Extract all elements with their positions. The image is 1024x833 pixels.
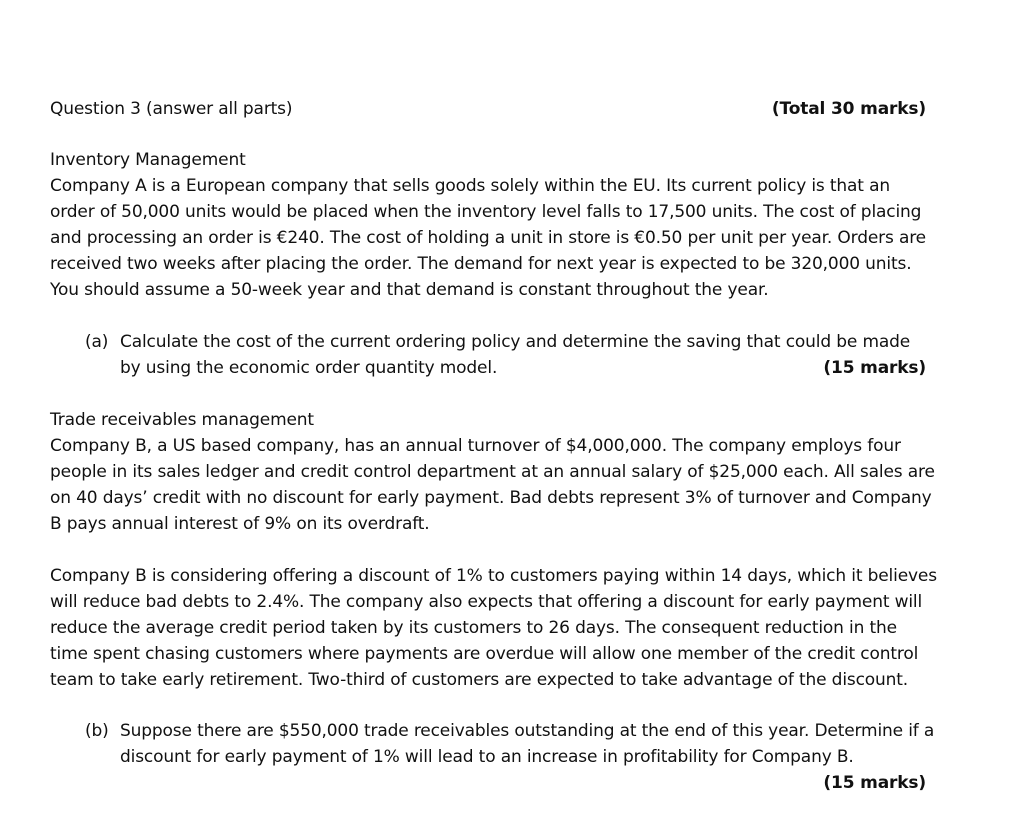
part-b-text-line: discount for early payment of 1% will lead to an increase in profitability for Company B. (120, 747, 854, 767)
part-a-text-line: by using the economic order quantity model. (120, 358, 498, 378)
question-title: Question 3 (answer all parts) (50, 99, 293, 119)
inventory-line: order of 50,000 units would be placed when the inventory level falls to 17,500 units. The cost of placing (50, 202, 922, 222)
receivables-line: on 40 days’ credit with no discount for early payment. Bad debts represent 3% of turnover and Company (50, 488, 932, 508)
receivables-line: time spent chasing customers where payments are overdue will allow one member of the credit control (50, 644, 919, 664)
part-b-label: (b) (85, 721, 109, 741)
inventory-line: Company A is a European company that sells goods solely within the EU. Its current policy is that an (50, 176, 890, 196)
inventory-line: and processing an order is €240. The cost of holding a unit in store is €0.50 per unit per year. Orders are (50, 228, 926, 248)
receivables-line: Company B is considering offering a discount of 1% to customers paying within 14 days, which it believes (50, 566, 937, 586)
part-a-text-line: Calculate the cost of the current ordering policy and determine the saving that could be made (120, 332, 911, 352)
part-a-marks: (15 marks) (823, 358, 926, 378)
inventory-line: You should assume a 50-week year and that demand is constant throughout the year. (50, 280, 769, 300)
receivables-line: Company B, a US based company, has an annual turnover of $4,000,000. The company employs four (50, 436, 901, 456)
receivables-line: team to take early retirement. Two-third of customers are expected to take advantage of the discount. (50, 670, 909, 690)
inventory-line: received two weeks after placing the order. The demand for next year is expected to be 320,000 units. (50, 254, 912, 274)
receivables-line: will reduce bad debts to 2.4%. The company also expects that offering a discount for early payment will (50, 592, 923, 612)
receivables-heading: Trade receivables management (50, 410, 314, 430)
receivables-line: B pays annual interest of 9% on its overdraft. (50, 514, 430, 534)
inventory-heading: Inventory Management (50, 150, 246, 170)
part-b-text-line: Suppose there are $550,000 trade receivables outstanding at the end of this year. Determine if a (120, 721, 935, 741)
total-marks: (Total 30 marks) (771, 99, 926, 119)
part-a-label: (a) (85, 332, 109, 352)
part-b-marks: (15 marks) (823, 773, 926, 793)
receivables-line: people in its sales ledger and credit control department at an annual salary of $25,000 each. All sales are (50, 462, 935, 482)
receivables-line: reduce the average credit period taken by its customers to 26 days. The consequent reduction in the (50, 618, 897, 638)
